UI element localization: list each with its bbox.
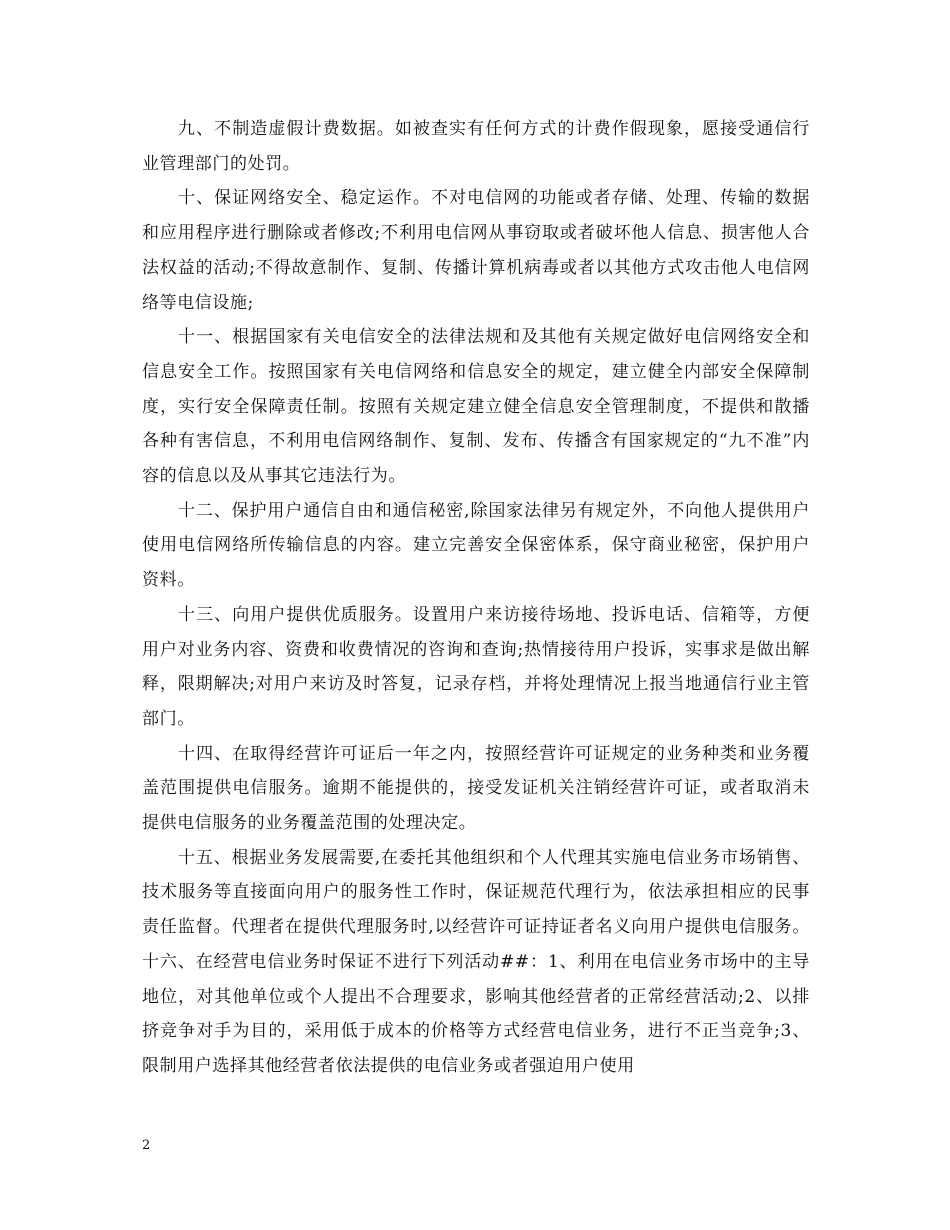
paragraph-item-9: 九、不制造虚假计费数据。如被查实有任何方式的计费作假现象，愿接受通信行业管理部门的处罚。 <box>142 119 810 174</box>
paragraph-item-10: 十、保证网络安全、稳定运作。不对电信网的功能或者存储、处理、传输的数据和应用程序进行删除或者修改;不利用电信网从事窃取或者破坏他人信息、损害他人合法权益的活动;不得故意制作、复制、传播计算机病毒或者以其他方式攻击他人电信网络等电信设施; <box>142 188 810 313</box>
paragraph-item-11: 十一、根据国家有关电信安全的法律法规和及其他有关规定做好电信网络安全和信息安全工作。按照国家有关电信网络和信息安全的规定，建立健全内部安全保障制度，实行安全保障责任制。按照有关规定建立健全信息安全管理制度，不提供和散播各种有害信息，不利用电信网络制作、复制、发布、传播含有国家规定的“九不准”内容的信息以及从事其它违法行为。 <box>142 327 810 487</box>
paragraph-item-12: 十二、保护用户通信自由和通信秘密,除国家法律另有规定外，不向他人提供用户使用电信网络所传输信息的内容。建立完善安全保密体系，保守商业秘密，保护用户资料。 <box>142 500 810 591</box>
page-number: 2 <box>142 1138 151 1153</box>
paragraph-item-13: 十三、向用户提供优质服务。设置用户来访接待场地、投诉电话、信箱等，方便用户对业务内容、资费和收费情况的咨询和查询;热情接待用户投诉，实事求是做出解释，限期解决;对用户来访及时答复，记录存档，并将处理情况上报当地通信行业主管部门。 <box>142 604 810 729</box>
paragraph-item-15: 十五、根据业务发展需要,在委托其他组织和个人代理其实施电信业务市场销售、技术服务等直接面向用户的服务性工作时，保证规范代理行为，依法承担相应的民事责任监督。代理者在提供代理服务时,以经营许可证持证者名义向用户提供电信服务。十六、在经营电信业务时保证不进行下列活动##：1、利用在电信业务市场中的主导地位，对其他单位或个人提出不合理要求，影响其他经营者的正常经营活动;2、以排挤竞争对手为目的，采用低于成本的价格等方式经营电信业务，进行不正当竞争;3、限制用户选择其他经营者依法提供的电信业务或者强迫用户使用 <box>142 847 810 1076</box>
document-body <box>142 112 810 1084</box>
paragraph-item-14: 十四、在取得经营许可证后一年之内，按照经营许可证规定的业务种类和业务覆盖范围提供电信服务。逾期不能提供的，接受发证机关注销经营许可证，或者取消未提供电信服务的业务覆盖范围的处理决定。 <box>142 743 810 834</box>
